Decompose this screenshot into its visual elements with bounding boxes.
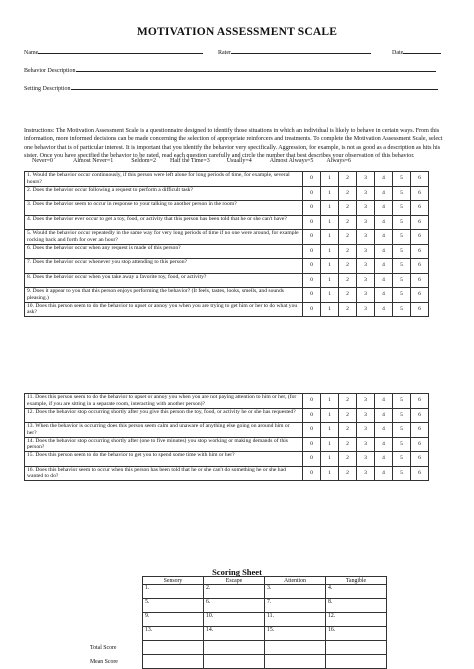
total-score-cell[interactable]	[326, 641, 387, 655]
rating-option[interactable]: 0	[303, 452, 321, 467]
question-text: 2. Does the behavior occur following a request to perform a difficult task?	[25, 186, 303, 201]
scoring-row	[88, 613, 387, 627]
rating-option[interactable]: 3	[357, 273, 375, 288]
scale-almost-never: Almost Never=1	[73, 158, 114, 164]
rating-option[interactable]: 3	[357, 423, 375, 438]
mean-score-cell[interactable]	[326, 655, 387, 669]
question-text: 12. Does the behavior stop occurring shortly after you give this person the toy, food, or activity he or she has requested?	[25, 408, 303, 423]
rating-option[interactable]: 1	[321, 244, 339, 259]
question-row	[25, 452, 429, 467]
rating-option[interactable]: 4	[375, 186, 393, 201]
rating-option[interactable]: 6	[411, 201, 429, 216]
rating-option[interactable]: 2	[339, 394, 357, 409]
rating-option[interactable]: 6	[411, 288, 429, 303]
rating-option[interactable]: 2	[339, 452, 357, 467]
rating-option[interactable]: 6	[411, 437, 429, 452]
scale-never: Never=0	[32, 158, 54, 164]
rating-option[interactable]: 5	[393, 259, 411, 274]
rating-option[interactable]: 1	[321, 172, 339, 187]
question-row	[25, 259, 429, 274]
rating-option[interactable]: 6	[411, 423, 429, 438]
rating-option[interactable]: 0	[303, 394, 321, 409]
rating-option[interactable]: 6	[411, 230, 429, 245]
rating-option[interactable]: 1	[321, 201, 339, 216]
rating-option[interactable]: 1	[321, 466, 339, 481]
rater-input-line[interactable]	[231, 48, 371, 54]
question-text: 16. Does this behavior seem to occur when this person has been told that he or she can't do something he or she had wanted to do?	[25, 466, 303, 481]
name-input-line[interactable]	[38, 48, 203, 54]
rating-scale-legend	[24, 158, 454, 164]
form-title: MOTIVATION ASSESSMENT SCALE	[136, 26, 338, 38]
mean-score-cell[interactable]	[143, 655, 204, 669]
score-cell[interactable]: 9.	[143, 613, 204, 627]
scoring-row	[88, 627, 387, 641]
question-row	[25, 423, 429, 438]
score-cell[interactable]: 15.	[265, 627, 326, 641]
mean-score-label: Mean Score	[90, 658, 118, 665]
rating-option[interactable]: 3	[357, 394, 375, 409]
mean-score-cell[interactable]	[204, 655, 265, 669]
rating-option[interactable]: 4	[375, 215, 393, 230]
rating-option[interactable]: 6	[411, 259, 429, 274]
rating-option[interactable]: 4	[375, 302, 393, 317]
question-row	[25, 215, 429, 230]
rating-option[interactable]: 1	[321, 288, 339, 303]
question-text: 15. Does this person seem to do the behavior to get you to spend some time with him or her?	[25, 452, 303, 467]
rating-option[interactable]: 3	[357, 172, 375, 187]
questions-table-1	[24, 171, 429, 317]
rating-option[interactable]: 5	[393, 452, 411, 467]
rating-option[interactable]: 0	[303, 201, 321, 216]
setting-description-label: Setting Description	[24, 86, 71, 92]
mean-score-cell[interactable]	[265, 655, 326, 669]
rating-option[interactable]: 4	[375, 437, 393, 452]
column-tangible: Tangible	[326, 577, 387, 585]
rating-option[interactable]: 5	[393, 215, 411, 230]
rating-option[interactable]: 5	[393, 186, 411, 201]
score-cell[interactable]: 6.	[204, 599, 265, 613]
rating-option[interactable]: 6	[411, 466, 429, 481]
total-score-row	[88, 641, 387, 655]
rating-option[interactable]: 4	[375, 244, 393, 259]
rating-option[interactable]: 6	[411, 408, 429, 423]
rating-option[interactable]: 3	[357, 201, 375, 216]
rating-option[interactable]: 2	[339, 288, 357, 303]
question-text: 9. Does it appear to you that this person enjoys performing the behavior? (It feels, tastes, looks, smells, and sounds pleasing.)	[25, 288, 303, 303]
rating-option[interactable]: 0	[303, 437, 321, 452]
scoring-row	[88, 599, 387, 613]
rating-option[interactable]: 4	[375, 230, 393, 245]
total-score-cell[interactable]	[265, 641, 326, 655]
rating-option[interactable]: 4	[375, 201, 393, 216]
question-text: 7. Does the behavior occur whenever you stop attending to this person?	[25, 259, 303, 274]
question-text: 6. Does the behavior occur when any request is made of this person?	[25, 244, 303, 259]
column-attention: Attention	[265, 577, 326, 585]
rating-option[interactable]: 2	[339, 230, 357, 245]
score-cell[interactable]: 8.	[326, 599, 387, 613]
score-cell[interactable]: 3.	[265, 585, 326, 599]
rating-option[interactable]: 0	[303, 408, 321, 423]
rating-option[interactable]: 2	[339, 244, 357, 259]
rating-option[interactable]: 0	[303, 466, 321, 481]
rating-option[interactable]: 5	[393, 244, 411, 259]
rating-option[interactable]: 4	[375, 452, 393, 467]
rating-option[interactable]: 3	[357, 288, 375, 303]
questions-table-2	[24, 393, 429, 481]
rating-option[interactable]: 6	[411, 394, 429, 409]
rating-option[interactable]: 4	[375, 288, 393, 303]
rating-option[interactable]: 2	[339, 172, 357, 187]
question-row	[25, 288, 429, 303]
rating-option[interactable]: 0	[303, 186, 321, 201]
name-label: Name	[24, 50, 39, 56]
question-row	[25, 466, 429, 481]
rating-option[interactable]: 2	[339, 186, 357, 201]
date-label: Date	[392, 50, 404, 56]
rating-option[interactable]: 5	[393, 437, 411, 452]
rating-option[interactable]: 4	[375, 423, 393, 438]
total-score-label: Total Score	[90, 644, 117, 651]
rating-option[interactable]: 5	[393, 172, 411, 187]
rating-option[interactable]: 2	[339, 201, 357, 216]
question-row	[25, 437, 429, 452]
rating-option[interactable]: 4	[375, 259, 393, 274]
rating-option[interactable]: 1	[321, 423, 339, 438]
rating-option[interactable]: 6	[411, 452, 429, 467]
rating-option[interactable]: 5	[393, 273, 411, 288]
scale-always: Always=6	[326, 158, 352, 164]
question-row	[25, 201, 429, 216]
question-row	[25, 273, 429, 288]
rating-option[interactable]: 0	[303, 244, 321, 259]
score-cell[interactable]: 13.	[143, 627, 204, 641]
rating-option[interactable]: 2	[339, 215, 357, 230]
scoring-sheet-title: Scoring Sheet	[212, 567, 262, 577]
rating-option[interactable]: 5	[393, 423, 411, 438]
setting-description-input-line[interactable]	[71, 84, 438, 90]
question-text: 3. Does the behavior seem to occur in response to your talking to another person in the room?	[25, 201, 303, 216]
rating-option[interactable]: 4	[375, 408, 393, 423]
rating-option[interactable]: 4	[375, 466, 393, 481]
score-cell[interactable]: 12.	[326, 613, 387, 627]
scale-usually: Usually=4	[226, 158, 252, 164]
rating-option[interactable]: 2	[339, 408, 357, 423]
rating-option[interactable]: 1	[321, 230, 339, 245]
rating-option[interactable]: 1	[321, 394, 339, 409]
rating-option[interactable]: 1	[321, 437, 339, 452]
rating-option[interactable]: 0	[303, 230, 321, 245]
rating-option[interactable]: 2	[339, 466, 357, 481]
scoring-header-row	[88, 577, 387, 585]
question-row	[25, 244, 429, 259]
rating-option[interactable]: 1	[321, 186, 339, 201]
rating-option[interactable]: 5	[393, 288, 411, 303]
question-row	[25, 408, 429, 423]
rater-field-row	[218, 48, 371, 56]
rating-option[interactable]: 1	[321, 452, 339, 467]
rating-option[interactable]: 5	[393, 408, 411, 423]
rating-option[interactable]: 5	[393, 394, 411, 409]
column-escape: Escape	[204, 577, 265, 585]
behavior-description-input-line[interactable]	[76, 66, 436, 72]
question-row	[25, 302, 429, 317]
rating-option[interactable]: 4	[375, 273, 393, 288]
question-text: 4. Does the behavior ever occur to get a toy, food, or activity that this person has been told that he or she can't have?	[25, 215, 303, 230]
behavior-description-row	[24, 66, 436, 74]
score-cell[interactable]: 14.	[204, 627, 265, 641]
rating-option[interactable]: 4	[375, 394, 393, 409]
mean-score-row	[88, 655, 387, 669]
scoring-sheet-table	[88, 576, 387, 669]
rating-option[interactable]: 0	[303, 288, 321, 303]
score-cell[interactable]: 11.	[265, 613, 326, 627]
rating-option[interactable]: 2	[339, 259, 357, 274]
rating-option[interactable]: 3	[357, 452, 375, 467]
rating-option[interactable]: 6	[411, 244, 429, 259]
question-text: 5. Would the behavior occur repeatedly in the same way for very long periods of time if no one were around, for example rocking back and forth for over an hour?	[25, 230, 303, 245]
rater-label: Rater	[218, 50, 231, 56]
instructions-paragraph: Instructions: The Motivation Assessment Scale is a questionnaire designed to identify those situations in which an individual is likely to behave in certain ways. From this information, more informed decisions can be made concerning the selection of appropriate reinforcers and treatments. To complete the Motivation Assessment Scale, select one behavior that is of particular interest. It is important that you identify the behavior very specifically. Aggression, for example, is not as good as a description as hits his sister. Once you have specified the behavior to be rated, read each question carefully and circle the number that best describes your observation of this behavior.	[24, 128, 443, 160]
question-text: 13. When the behavior is occurring does this person seem calm and unaware of anything else going on around him or her?	[25, 423, 303, 438]
rating-option[interactable]: 1	[321, 259, 339, 274]
scale-almost-always: Almost Always=5	[269, 158, 314, 164]
total-score-cell[interactable]	[204, 641, 265, 655]
rating-option[interactable]: 0	[303, 215, 321, 230]
rating-option[interactable]: 1	[321, 408, 339, 423]
rating-option[interactable]: 3	[357, 408, 375, 423]
scale-seldom: Seldom=2	[131, 158, 156, 164]
rating-option[interactable]: 3	[357, 302, 375, 317]
score-cell[interactable]: 7.	[265, 599, 326, 613]
question-row	[25, 186, 429, 201]
name-field-row	[24, 48, 203, 56]
rating-option[interactable]: 3	[357, 230, 375, 245]
score-cell[interactable]: 10.	[204, 613, 265, 627]
question-text: 8. Does the behavior occur when you take away a favorite toy, food, or activity?	[25, 273, 303, 288]
question-text: 11. Does this person seem to do the behavior to upset or annoy you when you are not paying attention to him or her, (for example, if you are sitting in a separate room, interacting with another person)?	[25, 394, 303, 409]
rating-option[interactable]: 6	[411, 215, 429, 230]
rating-option[interactable]: 3	[357, 215, 375, 230]
rating-option[interactable]: 3	[357, 466, 375, 481]
rating-option[interactable]: 1	[321, 302, 339, 317]
score-cell[interactable]: 1.	[143, 585, 204, 599]
rating-option[interactable]: 6	[411, 172, 429, 187]
rating-option[interactable]: 0	[303, 273, 321, 288]
rating-option[interactable]: 1	[321, 273, 339, 288]
rating-option[interactable]: 5	[393, 201, 411, 216]
setting-description-row	[24, 84, 438, 92]
date-input-line[interactable]	[403, 48, 441, 54]
question-row	[25, 172, 429, 187]
score-cell[interactable]: 5.	[143, 599, 204, 613]
rating-option[interactable]: 2	[339, 302, 357, 317]
score-cell[interactable]: 2.	[204, 585, 265, 599]
rating-option[interactable]: 2	[339, 423, 357, 438]
total-score-cell[interactable]	[143, 641, 204, 655]
rating-option[interactable]: 6	[411, 302, 429, 317]
score-cell[interactable]: 16.	[326, 627, 387, 641]
question-row	[25, 230, 429, 245]
rating-option[interactable]: 2	[339, 437, 357, 452]
rating-option[interactable]: 0	[303, 172, 321, 187]
date-field-row	[392, 48, 441, 56]
rating-option[interactable]: 0	[303, 259, 321, 274]
rating-option[interactable]: 1	[321, 215, 339, 230]
question-text: 14. Does the behavior stop occurring shortly after (one to five minutes) you stop working or making demands of this person?	[25, 437, 303, 452]
scale-half-the-time: Half the Time=3	[169, 158, 210, 164]
rating-option[interactable]: 3	[357, 437, 375, 452]
rating-option[interactable]: 5	[393, 230, 411, 245]
rating-option[interactable]: 5	[393, 466, 411, 481]
rating-option[interactable]: 2	[339, 273, 357, 288]
rating-option[interactable]: 4	[375, 172, 393, 187]
rating-option[interactable]: 6	[411, 186, 429, 201]
scoring-corner	[88, 577, 143, 585]
rating-option[interactable]: 6	[411, 273, 429, 288]
question-text: 1. Would the behavior occur continuously, if this person were left alone for long periods of time, for example, several hours?	[25, 172, 303, 187]
rating-option[interactable]: 0	[303, 302, 321, 317]
rating-option[interactable]: 0	[303, 423, 321, 438]
rating-option[interactable]: 3	[357, 186, 375, 201]
scoring-row	[88, 585, 387, 599]
rating-option[interactable]: 3	[357, 259, 375, 274]
question-text: 10. Does this person seem to do the behavior to upset or annoy you when you are trying to get him or her to do what you ask?	[25, 302, 303, 317]
rating-option[interactable]: 3	[357, 244, 375, 259]
score-cell[interactable]: 4.	[326, 585, 387, 599]
behavior-description-label: Behavior Description	[24, 68, 76, 74]
question-row	[25, 394, 429, 409]
rating-option[interactable]: 5	[393, 302, 411, 317]
column-sensory: Sensory	[143, 577, 204, 585]
